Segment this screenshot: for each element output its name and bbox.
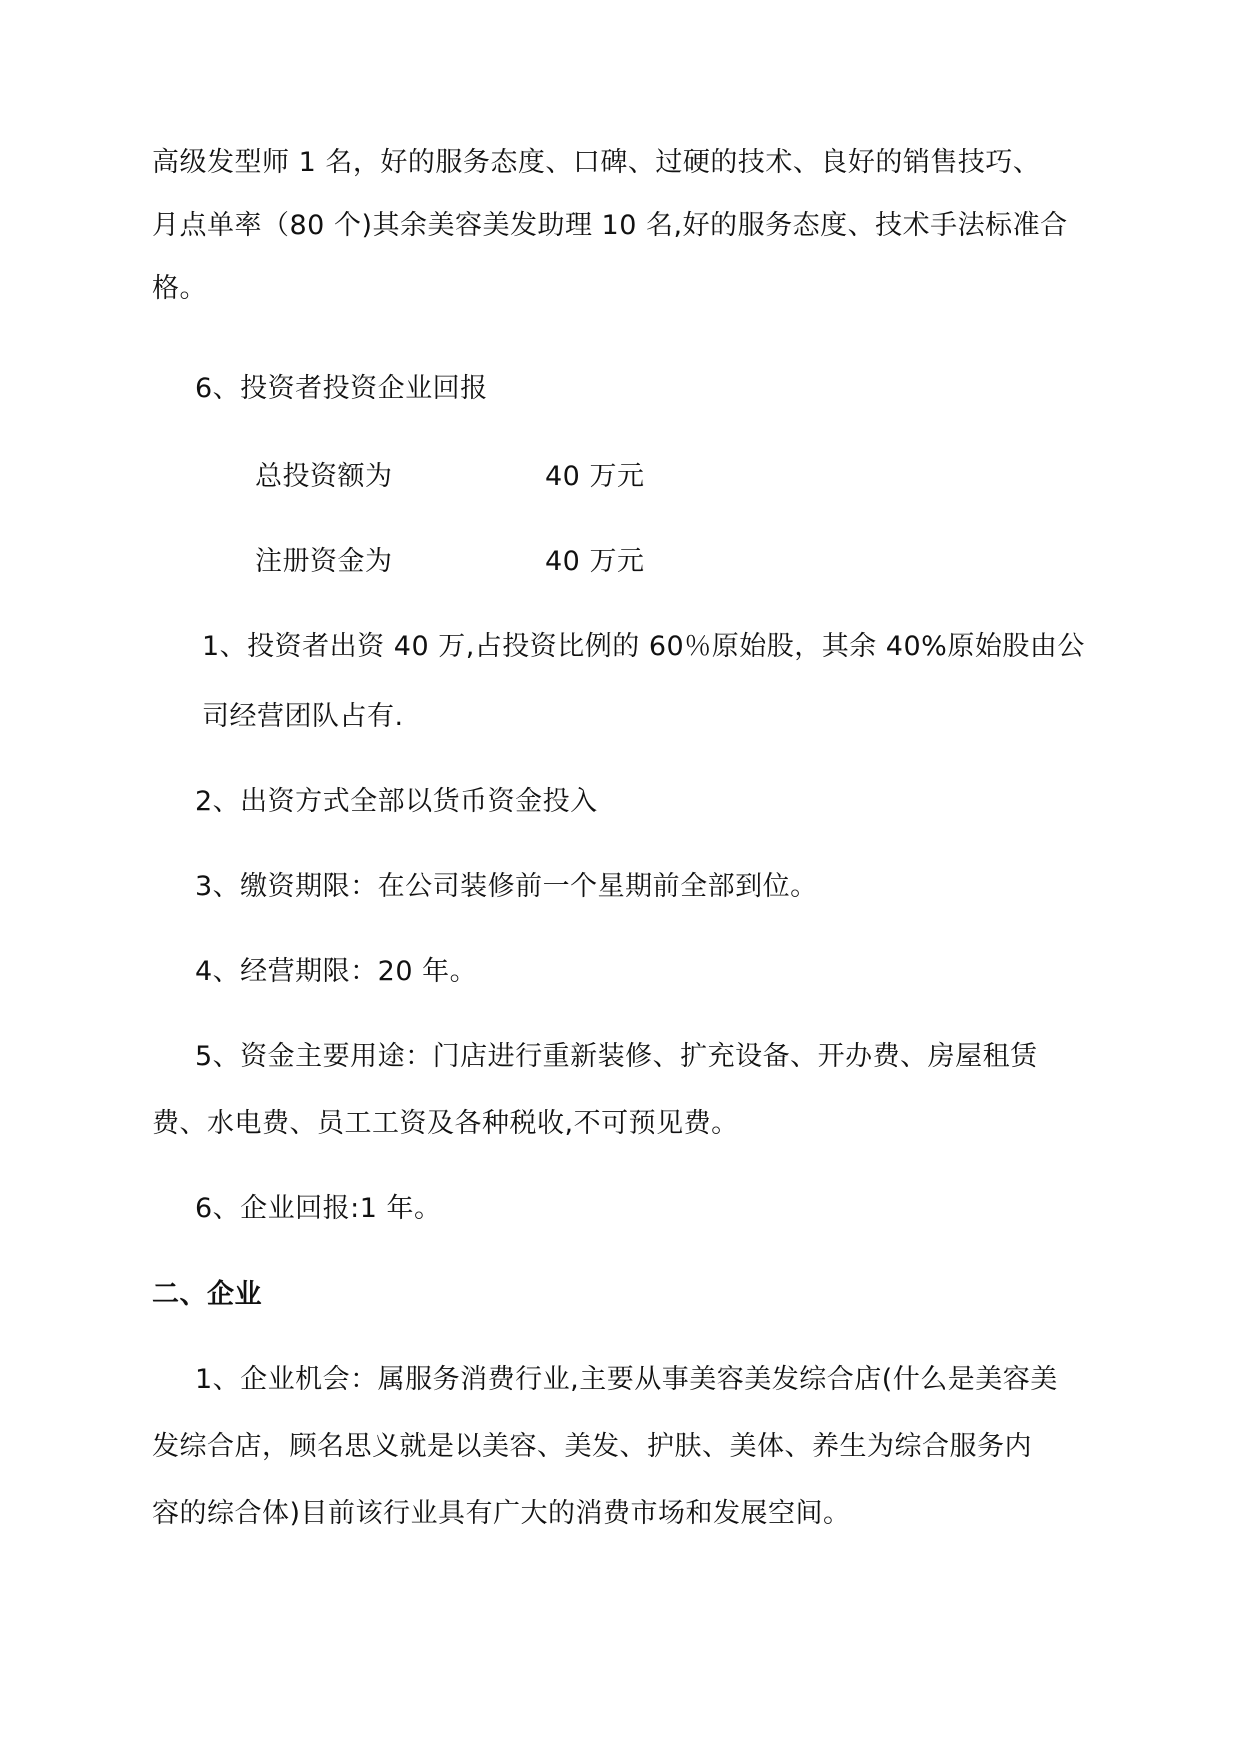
list-item: 6、企业回报:1 年。: [195, 1193, 442, 1224]
list-item: 容的综合体)目前该行业具有广大的消费市场和发展空间。: [152, 1498, 851, 1529]
paragraph-line: 高级发型师 1 名，好的服务态度、口碑、过硬的技术、良好的销售技巧、: [152, 147, 1041, 178]
total-investment-value: 40 万元: [545, 461, 645, 492]
section-title: 6、投资者投资企业回报: [195, 373, 488, 404]
paragraph-line: 格。: [152, 273, 207, 304]
registered-capital-row: [255, 545, 645, 579]
paragraph-line: 月点单率（80 个)其余美容美发助理 10 名,好的服务态度、技术手法标准合: [152, 210, 1068, 241]
list-item: 4、经营期限：20 年。: [195, 956, 478, 987]
section-heading: 二、企业: [152, 1279, 262, 1310]
list-item: 发综合店，顾名思义就是以美容、美发、护肤、美体、养生为综合服务内: [152, 1431, 1032, 1462]
list-item: 3、缴资期限：在公司装修前一个星期前全部到位。: [195, 871, 818, 902]
list-item: 5、资金主要用途：门店进行重新装修、扩充设备、开办费、房屋租赁: [195, 1041, 1038, 1072]
list-item: 费、水电费、员工工资及各种税收,不可预见费。: [152, 1108, 739, 1139]
total-investment-row: [255, 460, 645, 494]
registered-capital-value: 40 万元: [545, 546, 645, 577]
list-item: 2、出资方式全部以货币资金投入: [195, 786, 598, 817]
total-investment-label: 总投资额为: [255, 461, 393, 492]
list-item: 1、投资者出资 40 万,占投资比例的 60％原始股，其余 40%原始股由公: [202, 631, 1085, 662]
registered-capital-label: 注册资金为: [255, 546, 393, 577]
list-item: 1、企业机会：属服务消费行业,主要从事美容美发综合店(什么是美容美: [195, 1364, 1058, 1395]
list-item: 司经营团队占有.: [202, 701, 404, 732]
